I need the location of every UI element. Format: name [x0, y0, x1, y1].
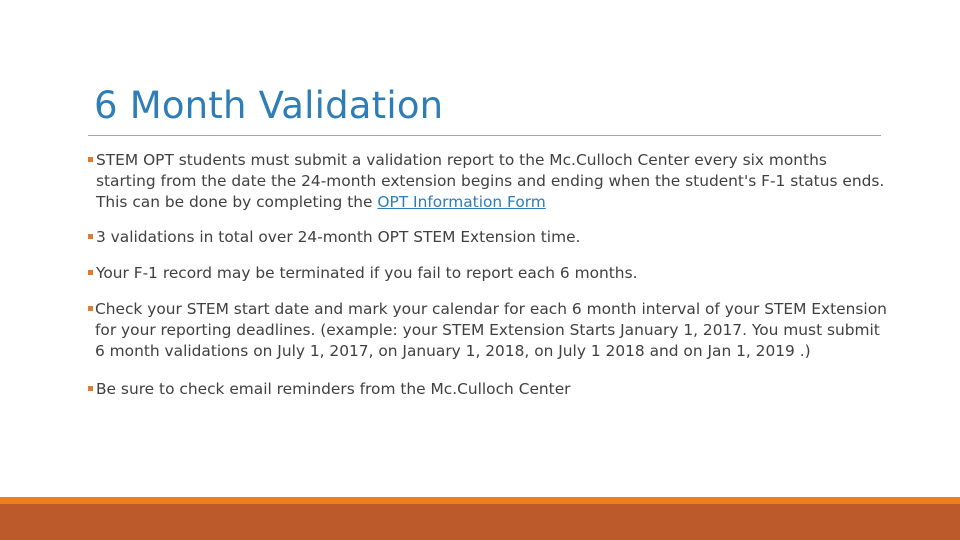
- square-bullet-icon: [88, 270, 93, 275]
- bullet-item: [88, 379, 888, 400]
- footer-band: [0, 504, 960, 540]
- bullet-list: [88, 150, 888, 400]
- bullet-text: Be sure to check email reminders from the Mc.Culloch Center: [96, 380, 571, 398]
- bullet-text: Check your STEM start date and mark your calendar for each 6 month interval of your STEM Extension for your reporting deadlines. (example: your STEM Extension Starts January 1, 2017. You must submit 6 month validations on July 1, 2017, on January 1, 2018, on July 1 2018 and on Jan 1, 2019 .): [95, 300, 887, 360]
- footer-stripe: [0, 497, 960, 504]
- bullet-item: [88, 263, 888, 284]
- square-bullet-icon: [88, 306, 93, 311]
- bullet-item: [88, 227, 888, 248]
- bullet-item: [88, 299, 888, 362]
- title-divider: [88, 135, 881, 136]
- bullet-text: Your F-1 record may be terminated if you fail to report each 6 months.: [96, 264, 638, 282]
- slide-title: 6 Month Validation: [94, 84, 444, 127]
- square-bullet-icon: [88, 234, 93, 239]
- bullet-text: 3 validations in total over 24-month OPT STEM Extension time.: [96, 228, 581, 246]
- square-bullet-icon: [88, 386, 93, 391]
- opt-information-form-link[interactable]: OPT Information Form: [377, 193, 546, 211]
- bullet-text: [96, 151, 884, 211]
- bullet-text-body: STEM OPT students must submit a validation report to the Mc.Culloch Center every six months starting from the date the 24-month extension begins and ending when the student's F-1 status ends. This can be done by completing the: [96, 151, 885, 211]
- bullet-item: [88, 150, 888, 213]
- square-bullet-icon: [88, 157, 93, 162]
